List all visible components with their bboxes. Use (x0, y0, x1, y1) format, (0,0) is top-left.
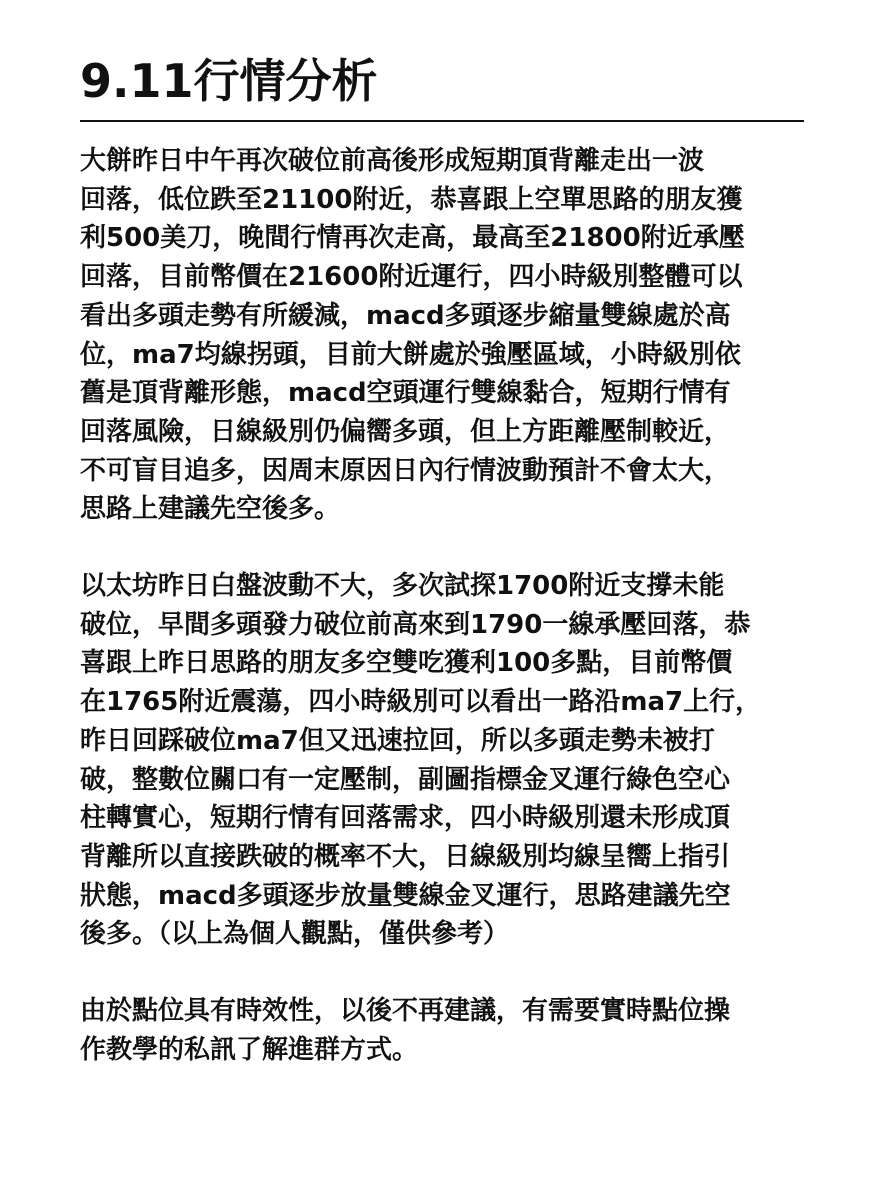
text-line: 以太坊昨日白盤波動不大，多次試探1700附近支撐未能 (80, 571, 725, 602)
text-line: 看出多頭走勢有所緩減，macd多頭逐步縮量雙線處於高 (80, 300, 731, 331)
title-divider (80, 120, 804, 122)
text-line: 位，ma7均線拐頭，目前大餅處於強壓區域，小時級別依 (80, 339, 741, 370)
text-line: 利500美刀，晚間行情再次走高，最高至21800附近承壓 (80, 223, 745, 254)
article (80, 52, 804, 1069)
text-line: 破，整數位關口有一定壓制，副圖指標金叉運行綠色空心 (80, 764, 731, 795)
text-line: 後多。（以上為個人觀點，僅供參考） (80, 919, 510, 950)
page-title: 9.11行情分析 (80, 54, 378, 108)
text-line: 不可盲目追多，因周末原因日內行情波動預計不會太大， (80, 455, 731, 486)
text-line: 背離所以直接跌破的概率不大，日線級別均線呈嚮上指引 (80, 841, 731, 872)
text-line: 柱轉實心，短期行情有回落需求，四小時級別還未形成頂 (80, 803, 731, 834)
text-line: 回落風險，日線級別仍偏嚮多頭，但上方距離壓制較近， (80, 416, 731, 447)
text-line: 回落，目前幣價在21600附近運行，四小時級別整體可以 (80, 262, 743, 293)
text-line: 回落，低位跌至21100附近，恭喜跟上空單思路的朋友獲 (80, 184, 743, 215)
text-line: 大餅昨日中午再次破位前高後形成短期頂背離走出一波 (80, 146, 705, 176)
text-line: 在1765附近震蕩，四小時級別可以看出一路沿ma7上行， (80, 687, 762, 718)
text-line: 狀態，macd多頭逐步放量雙線金叉運行，思路建議先空 (80, 880, 731, 911)
text-line: 破位，早間多頭發力破位前高來到1790一線承壓回落，恭 (80, 609, 751, 640)
paragraph-btc (80, 142, 804, 529)
paragraph-eth (80, 567, 804, 954)
text-line: 喜跟上昨日思路的朋友多空雙吃獲利100多點，目前幣價 (80, 648, 733, 679)
text-line: 作教學的私訊了解進群方式。 (80, 1034, 419, 1065)
text-line: 昨日回踩破位ma7但又迅速拉回，所以多頭走勢未被打 (80, 725, 715, 756)
text-line: 思路上建議先空後多。 (80, 494, 341, 525)
paragraph-notice (80, 992, 804, 1069)
text-line: 由於點位具有時效性，以後不再建議，有需要實時點位操 (80, 996, 731, 1027)
text-line: 舊是頂背離形態，macd空頭運行雙線黏合，短期行情有 (80, 378, 731, 409)
